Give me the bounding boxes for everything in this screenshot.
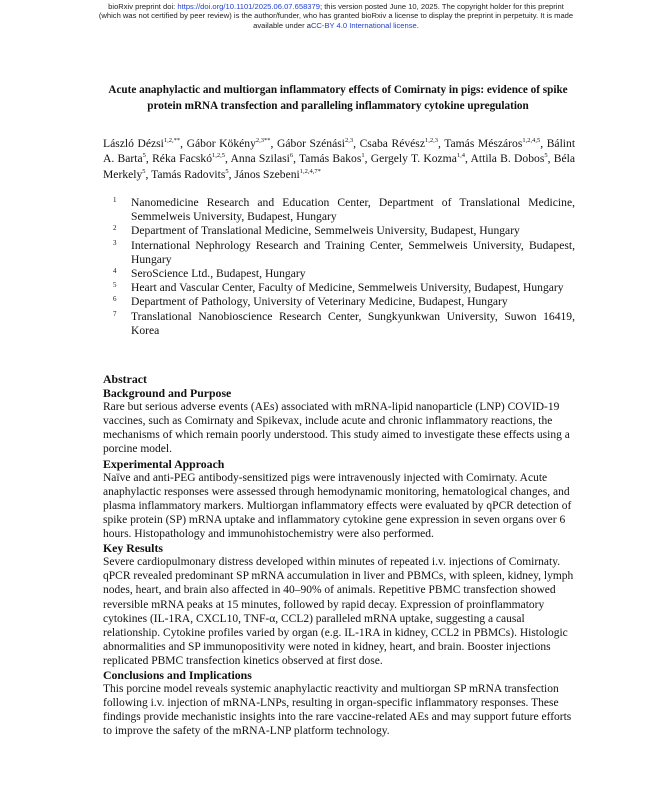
abstract bbox=[103, 372, 575, 738]
license-link[interactable]: CC-BY 4.0 International license bbox=[310, 20, 417, 30]
author-name: László Dézsi bbox=[103, 137, 164, 150]
author-affiliation-marker: 2,3** bbox=[255, 137, 271, 144]
author-affiliation-marker: 1,2,5 bbox=[212, 152, 225, 160]
preprint-line-1-suffix: ; this version posted June 10, 2025. The copyright holder for this preprint bbox=[319, 2, 564, 11]
author-affiliation-marker: 5 bbox=[142, 167, 146, 175]
abstract-section-text: Severe cardiopulmonary distress developed within minutes of repeated i.v. injections of Comirnaty. qPCR revealed predominant SP mRNA accumulation in liver and PBMCs, with spleen, kidney, lymph nodes, heart, and brain also affected in 40–90% of animals. Repetitive PBMC transfection showed reversible mRNA peaks at 15 minutes, followed by rapid decay. Expression of proinflammatory cytokines (IL-1RA, CXCL10, TNF-α, CCL2) paralleled mRNA uptake, suggesting a causal relationship. Cytokine profiles varied by organ (e.g. IL-1RA in kidney, CCL2 in PBMCs). Histologic abnormalities and SP immunopositivity were noted in kidney, heart, and brain. Booster injections replicated PBMC transfection kinetics observed at first dose. bbox=[103, 556, 574, 667]
author-name: Tamás Bakos bbox=[299, 152, 362, 166]
affiliation-item bbox=[103, 239, 575, 267]
author-separator: , bbox=[364, 152, 371, 166]
affiliation-item bbox=[103, 267, 575, 281]
abstract-section-heading: Key Results bbox=[103, 541, 163, 556]
author-name: János Szebeni bbox=[234, 167, 300, 181]
author-separator: , bbox=[437, 137, 445, 150]
abstract-section-text: Rare but serious adverse events (AEs) associated with mRNA-lipid nanoparticle (LNP) COVID-19 vaccines, such as Comirnaty and Spikevax, include acute and chronic inflammatory reactions, the mechanisms of which remain poorly understood. This study aimed to investigate these effects using a porcine model. bbox=[103, 401, 570, 456]
affiliation-text: International Nephrology Research and Training Center, Semmelweis University, Budapest, Hungary bbox=[131, 238, 575, 266]
author-separator: , bbox=[293, 152, 300, 166]
author-separator: , bbox=[228, 167, 235, 181]
affiliation-item bbox=[103, 295, 575, 309]
abstract-section-text: This porcine model reveals systemic anaphylactic reactivity and multiorgan SP mRNA transfection following i.v. injection of mRNA-LNPs, resulting in organ-specific inflammatory responses. These findings provide mechanistic insights into the rare vaccine-related AEs and may support future efforts to improve the safety of the mRNA-LNP platform technology. bbox=[103, 683, 572, 738]
affiliation-number: 2 bbox=[113, 224, 117, 233]
author-separator: , bbox=[464, 152, 471, 166]
author-list bbox=[103, 136, 575, 182]
affiliation-text: Translational Nanobioscience Research Center, Sungkyunkwan University, Suwon 16419, Korea bbox=[131, 309, 575, 337]
author-affiliation-marker: 1 bbox=[361, 152, 365, 160]
author-name: Csaba Révész bbox=[359, 137, 425, 150]
author-name: Réka Facskó bbox=[152, 152, 212, 166]
preprint-license-prefix: available under a bbox=[253, 20, 311, 30]
author-affiliation-marker: 2,3 bbox=[344, 137, 354, 144]
affiliation-text: SeroScience Ltd., Budapest, Hungary bbox=[131, 267, 306, 281]
author-name: Bálint A. Barta bbox=[103, 137, 576, 166]
preprint-doi-prefix: bioRxiv preprint doi: bbox=[108, 2, 178, 11]
affiliation-text: Department of Translational Medicine, Semmelweis University, Budapest, Hungary bbox=[131, 224, 520, 238]
author-affiliation-marker: 1,4 bbox=[456, 152, 465, 160]
author-name: Anna Szilasi bbox=[230, 152, 290, 166]
affiliation-number: 3 bbox=[113, 238, 117, 247]
affiliation-item bbox=[103, 196, 575, 224]
affiliation-text: Nanomedicine Research and Education Center, Department of Translational Medicine, Semmelweis University, Budapest, Hungary bbox=[131, 196, 575, 224]
author-affiliation-marker: 1,2,4,5 bbox=[522, 137, 541, 144]
affiliation-number: 4 bbox=[113, 267, 117, 276]
author-separator: , bbox=[540, 137, 547, 150]
preprint-license-suffix: . bbox=[416, 20, 419, 30]
preprint-line-1 bbox=[20, 2, 652, 11]
author-name: Gergely T. Kozma bbox=[370, 152, 457, 166]
abstract-section-heading: Conclusions and Implications bbox=[103, 667, 252, 682]
author-affiliation-marker: 5 bbox=[225, 167, 229, 175]
author-affiliation-marker: 1,2,3 bbox=[424, 137, 438, 144]
affiliation-item bbox=[103, 310, 575, 338]
affiliation-text: Department of Pathology, University of Veterinary Medicine, Budapest, Hungary bbox=[131, 295, 508, 309]
paper-title: Acute anaphylactic and multiorgan inflammatory effects of Comirnaty in pigs: evidence of spike protein mRNA transfection and paralleling inflammatory cytokine upregulation bbox=[108, 84, 568, 112]
doi-link[interactable]: https://doi.org/10.1101/2025.06.07.658379 bbox=[177, 2, 320, 11]
author-affiliation-marker: 1,2,4,7* bbox=[299, 167, 321, 175]
affiliation-number: 7 bbox=[113, 309, 117, 318]
affiliation-number: 6 bbox=[113, 295, 117, 304]
author-separator: , bbox=[225, 152, 231, 166]
author-separator: , bbox=[270, 137, 277, 150]
author-name: Tamás Radovits bbox=[151, 167, 226, 181]
affiliation-list bbox=[103, 196, 575, 338]
abstract-section-heading: Background and Purpose bbox=[103, 386, 232, 401]
author-name: Attila B. Dobos bbox=[470, 152, 545, 166]
preprint-line-2: (which was not certified by peer review) is the author/funder, who has granted bioRxiv a license to display the preprint in perpetuity. It is made bbox=[98, 11, 574, 21]
author-separator: , bbox=[547, 152, 554, 166]
author-separator: , bbox=[145, 167, 152, 181]
author-affiliation-marker: 1,2,** bbox=[163, 137, 181, 144]
author-name: Tamás Mészáros bbox=[444, 137, 523, 150]
affiliation-text: Heart and Vascular Center, Faculty of Medicine, Semmelweis University, Budapest, Hungary bbox=[131, 281, 564, 295]
author-separator: , bbox=[180, 137, 187, 150]
abstract-section-text: Naïve and anti-PEG antibody-sensitized pigs were intravenously injected with Comirnaty. Acute anaphylactic responses were assessed through hemodynamic monitoring, hematological changes, and plasma inflammatory markers. Multiorgan inflammatory effects were evaluated by qPCR detection of spike protein (SP) mRNA uptake and inflammatory cytokine gene expression in seven organs over 6 hours. Histopathology and immunohistochemistry were also performed. bbox=[103, 471, 572, 541]
author-affiliation-marker: 5 bbox=[142, 152, 146, 160]
abstract-section-heading: Experimental Approach bbox=[103, 456, 225, 471]
preprint-line-3 bbox=[20, 21, 652, 30]
affiliation-number: 1 bbox=[113, 196, 117, 204]
author-affiliation-marker: 5 bbox=[544, 152, 548, 160]
author-affiliation-marker: 6 bbox=[289, 152, 294, 160]
affiliation-item bbox=[103, 224, 575, 238]
author-separator: , bbox=[353, 137, 360, 150]
affiliation-item bbox=[103, 281, 575, 295]
affiliation-number: 5 bbox=[113, 281, 117, 290]
author-name: Gábor Szénási bbox=[277, 137, 345, 150]
author-separator: , bbox=[145, 152, 153, 166]
abstract-heading: Abstract bbox=[103, 372, 147, 386]
preprint-notice bbox=[20, 2, 652, 30]
author-name: Béla Merkely bbox=[103, 152, 576, 181]
author-name: Gábor Kökény bbox=[186, 137, 256, 150]
